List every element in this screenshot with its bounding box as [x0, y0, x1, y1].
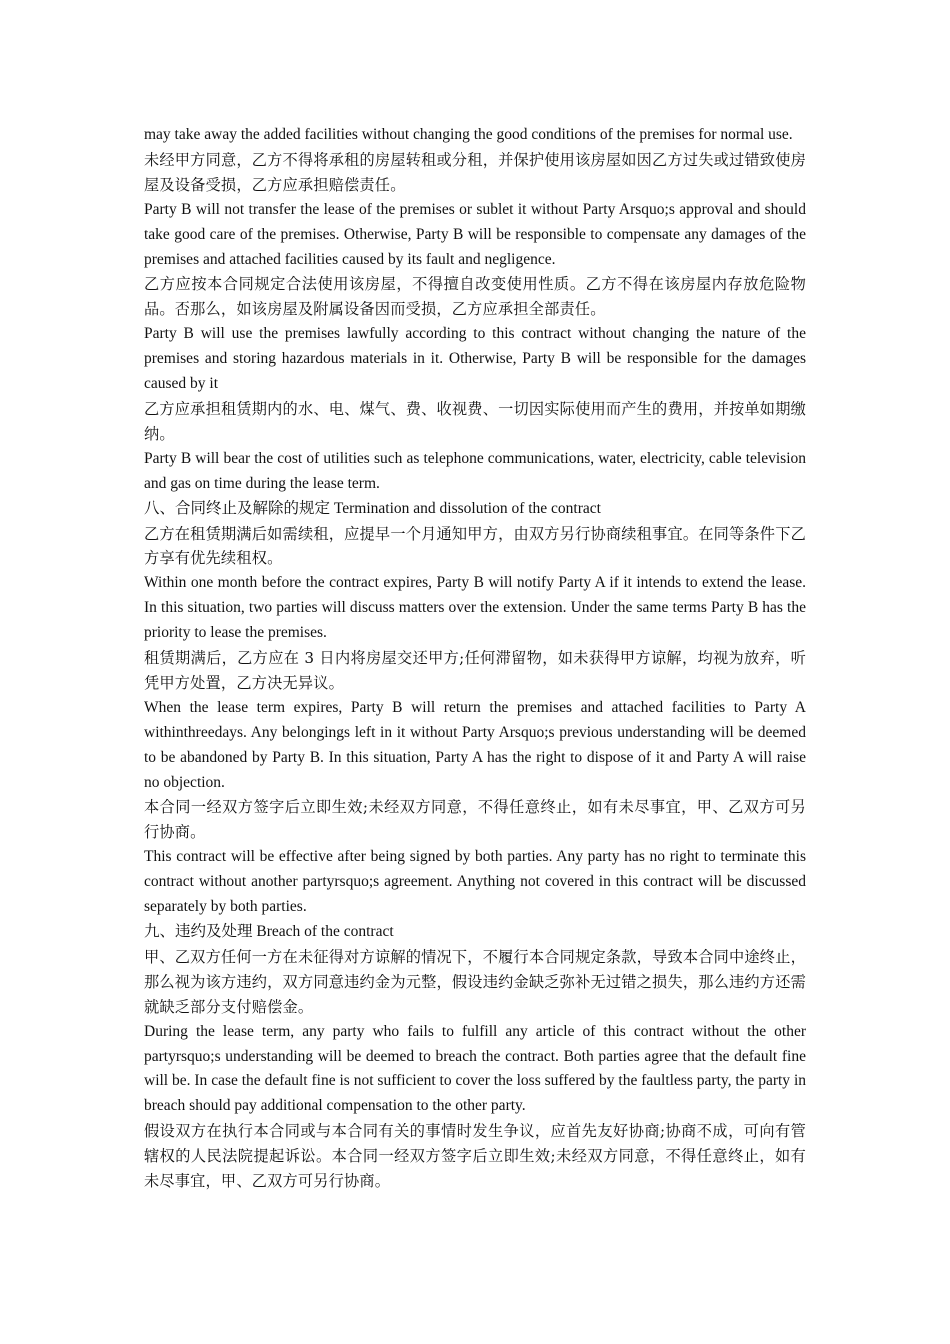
- paragraph-effective-zh: 本合同一经双方签字后立即生效;未经双方同意，不得任意终止，如有未尽事宜，甲、乙双方可另行协商。: [144, 798, 806, 842]
- paragraph-sublet-en: Party B will not transfer the lease of the premises or sublet it without Party Arsquo;s approval and should take good care of the premises. Otherwise, Party B will be responsible to compensate any damages of the premises and attached facilities caused by its fault and negligence.: [144, 200, 806, 268]
- paragraph-breach-en: During the lease term, any party who fails to fulfill any article of this contract without the other partyrsquo;s understanding will be deemed to breach the contract. Both parties agree that the default fine will be. In case the default fine is not sufficient to cover the loss suffered by the faultless party, the party in breach should pay additional compensation to the other party.: [144, 1022, 806, 1115]
- paragraph-renewal-en: Within one month before the contract expires, Party B will notify Party A if it intends to extend the lease. In this situation, two parties will discuss matters over the extension. Under the same terms Party B has the priority to lease the premises.: [144, 574, 806, 642]
- paragraph-lawful-use-zh: 乙方应按本合同规定合法使用该房屋，不得擅自改变使用性质。乙方不得在该房屋内存放危险物品。否那么，如该房屋及附属设备因而受损，乙方应承担全部责任。: [144, 275, 806, 319]
- paragraph-return-en: When the lease term expires, Party B will return the premises and attached facilities to Party A withinthreedays. Any belongings left in it without Party Arsquo;s previous understanding will be deemed to be abandoned by Party B. In this situation, Party A has the right to dispose of it and Party A will raise no objection.: [144, 698, 806, 791]
- paragraph-utilities-en: Party B will bear the cost of utilities such as telephone communications, water, electricity, cable television and gas on time during the lease term.: [144, 449, 806, 492]
- paragraph-renewal-zh: 乙方在租赁期满后如需续租，应提早一个月通知甲方，由双方另行协商续租事宜。在同等条件下乙方享有优先续租权。: [144, 524, 806, 568]
- paragraph-lawful-use-en: Party B will use the premises lawfully according to this contract without changing the nature of the premises and storing hazardous materials in it. Otherwise, Party B will be responsible for the damages caused by it: [144, 325, 806, 393]
- paragraph-utilities-zh: 乙方应承担租赁期内的水、电、煤气、费、收视费、一切因实际使用而产生的费用，并按单如期缴纳。: [144, 399, 806, 443]
- paragraph-dispute-zh: 假设双方在执行本合同或与本合同有关的事情时发生争议，应首先友好协商;协商不成，可向有管辖权的人民法院提起诉讼。本合同一经双方签字后立即生效;未经双方同意，不得任意终止，如有未尽事宜，甲、乙双方可另行协商。: [144, 1122, 806, 1191]
- paragraph-breach-zh: 甲、乙双方任何一方在未征得对方谅解的情况下，不履行本合同规定条款，导致本合同中途终止，那么视为该方违约，双方同意违约金为元整，假设违约金缺乏弥补无过错之损失，那么违约方还需就缺乏部分支付赔偿金。: [144, 947, 806, 1016]
- paragraph-return-zh: 租赁期满后，乙方应在 3 日内将房屋交还甲方;任何滞留物，如未获得甲方谅解，均视为放弃，听凭甲方处置，乙方决无异议。: [144, 649, 806, 692]
- document-page: [144, 123, 806, 1194]
- section-heading-termination: 八、合同终止及解除的规定 Termination and dissolution of the contract: [144, 499, 601, 517]
- paragraph-sublet-zh: 未经甲方同意，乙方不得将承租的房屋转租或分租，并保护使用该房屋如因乙方过失或过错致使房屋及设备受损，乙方应承担赔偿责任。: [144, 150, 806, 194]
- section-heading-breach: 九、违约及处理 Breach of the contract: [144, 923, 394, 940]
- paragraph-facilities-removal: may take away the added facilities without changing the good conditions of the premises for normal use.: [144, 126, 793, 143]
- paragraph-effective-en: This contract will be effective after being signed by both parties. Any party has no right to terminate this contract without another partyrsquo;s agreement. Anything not covered in this contract will be discussed separately by both parties.: [144, 848, 806, 916]
